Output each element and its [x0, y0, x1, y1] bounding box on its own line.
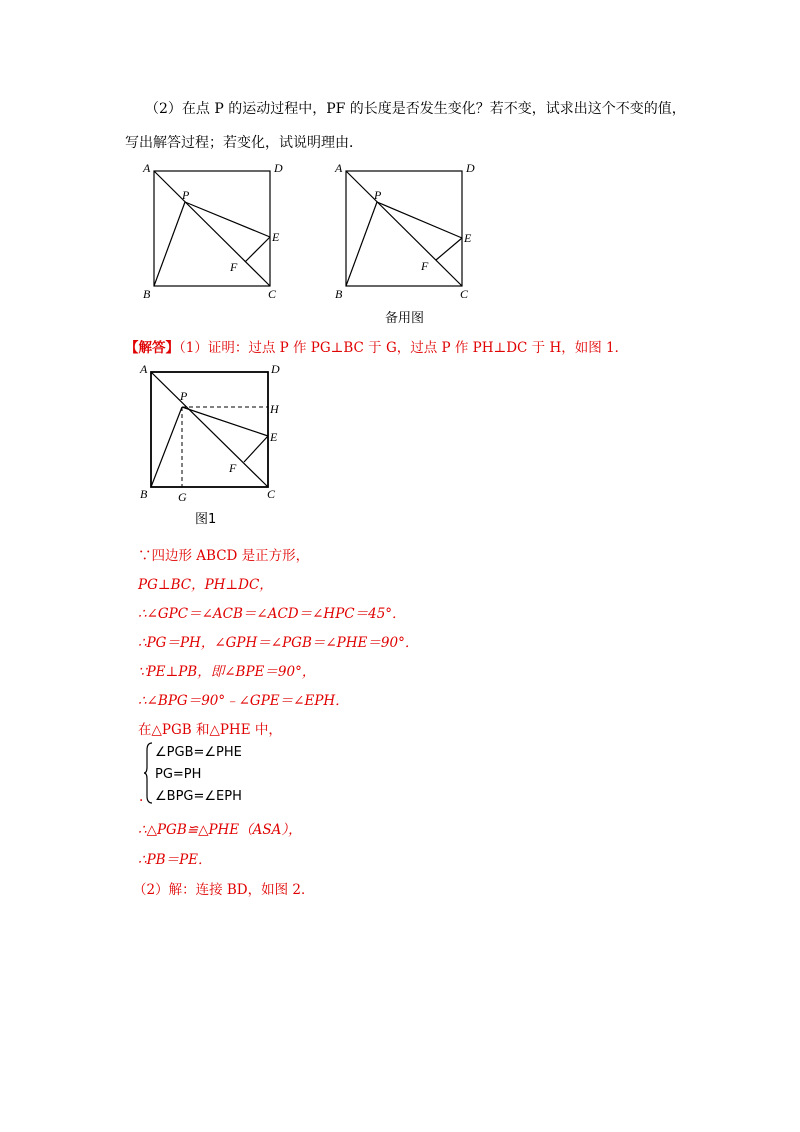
label-d: D [466, 161, 475, 175]
solution-header-text: （1）证明：过点 P 作 PG⊥BC 于 G，过点 P 作 PH⊥DC 于 H，如图 1． [179, 340, 629, 356]
segment-fe [244, 436, 268, 462]
label-a: A [335, 161, 343, 175]
label-d: D [274, 161, 283, 175]
system-eq-3: ∠BPG=∠EPH [155, 789, 242, 804]
figure-backup [332, 158, 482, 303]
label-f: F [229, 461, 237, 475]
system-eq-1: ∠PGB=∠PHE [155, 745, 242, 760]
segment-pe [377, 202, 462, 238]
segment-fe [436, 238, 462, 260]
label-d: D [271, 362, 280, 376]
segment-pe [185, 202, 270, 237]
solution-tag: 【解答】 [125, 340, 179, 356]
solution-header [125, 336, 628, 356]
label-c: C [268, 287, 277, 301]
figure-main [138, 158, 288, 303]
system-brace [143, 742, 153, 804]
label-a: A [140, 362, 148, 376]
label-e: E [272, 230, 280, 244]
proof-step-5: ∵PE⊥PB，即∠BPE＝90°， [138, 664, 316, 680]
question-line-2: 写出解答过程；若变化，试说明理由． [125, 135, 363, 151]
label-g: G [178, 490, 187, 504]
label-a: A [143, 161, 151, 175]
label-c: C [460, 287, 469, 301]
label-b: B [335, 287, 343, 301]
proof-step-7: 在△PGB 和△PHE 中， [138, 722, 282, 738]
label-p: P [374, 188, 382, 202]
figure-1-caption: 图1 [195, 512, 217, 527]
figure-1 [136, 360, 286, 510]
system-eq-2: PG=PH [155, 767, 202, 782]
label-e: E [270, 430, 278, 444]
system-dot: . [139, 789, 144, 805]
question-line-1: （2）在点 P 的运动过程中，PF 的长度是否发生变化？若不变，试求出这个不变的值， [145, 101, 686, 117]
segment-pb [346, 202, 377, 286]
segment-pb [151, 407, 182, 487]
proof-step-8: ∴△PGB≌△PHE（ASA）， [138, 822, 302, 838]
proof-step-9: ∴PB＝PE． [138, 852, 212, 868]
diagonal-ac [346, 171, 462, 286]
proof-step-3: ∴∠GPC＝∠ACB＝∠ACD＝∠HPC＝45°． [138, 606, 406, 622]
label-p: P [180, 389, 188, 403]
label-c: C [267, 487, 276, 501]
proof-step-6: ∴∠BPG＝90°﹣∠GPE＝∠EPH． [138, 693, 349, 709]
label-h: H [270, 402, 279, 416]
label-b: B [140, 487, 148, 501]
segment-pe [182, 407, 268, 436]
proof-step-1: ∵四边形 ABCD 是正方形， [138, 548, 310, 564]
segment-fe [245, 237, 270, 262]
label-e: E [464, 231, 472, 245]
proof-step-10: （2）解：连接 BD，如图 2． [133, 882, 315, 898]
diagonal-ac [154, 171, 270, 286]
label-b: B [143, 287, 151, 301]
proof-step-2: PG⊥BC，PH⊥DC， [138, 577, 273, 593]
label-f: F [230, 260, 238, 274]
segment-pb [154, 202, 185, 286]
label-p: P [182, 188, 190, 202]
proof-step-4: ∴PG＝PH，∠GPH＝∠PGB＝∠PHE＝90°． [138, 635, 419, 651]
backup-figure-caption: 备用图 [385, 311, 425, 326]
label-f: F [421, 259, 429, 273]
